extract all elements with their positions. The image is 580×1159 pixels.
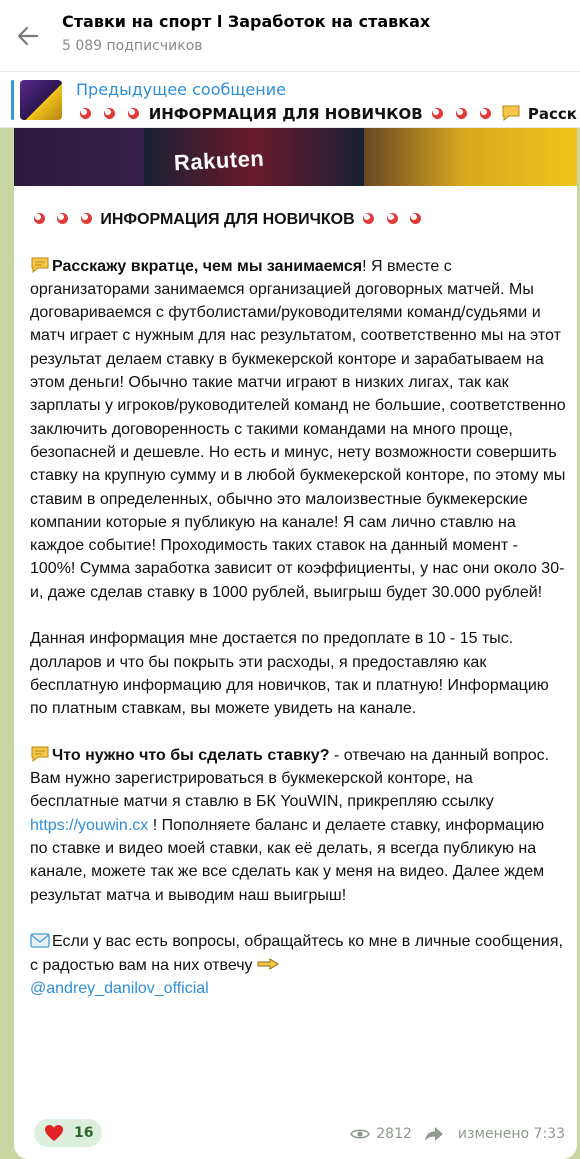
pinned-preview-text: ИНФОРМАЦИЯ ДЛЯ НОВИЧКОВ — [148, 105, 423, 123]
message-bubble — [14, 128, 577, 1159]
pinned-preview — [76, 105, 577, 123]
paragraph-intro — [30, 255, 566, 604]
soccer-ball-icon — [81, 213, 92, 224]
paragraph-howto-text-b: ! Пополняете баланс и делаете ставку, информацию по ставке и видео моей ставки, как её делать, я всегда публикую на канале, можете так же все сделать как у меня на видео. Далее ждем результат матча и выводим наш выигрыш! — [30, 816, 545, 904]
message-title-text: ИНФОРМАЦИЯ ДЛЯ НОВИЧКОВ — [100, 211, 355, 228]
soccer-ball-icon — [480, 108, 491, 119]
speech-bubble-icon — [30, 746, 50, 762]
youwin-link[interactable]: https://youwin.cx — [30, 816, 149, 834]
username-link[interactable]: @andrey_danilov_official — [30, 979, 209, 997]
speech-bubble-icon — [30, 257, 50, 273]
channel-thumbnail — [20, 80, 62, 120]
soccer-ball-icon — [104, 108, 115, 119]
message-text — [30, 208, 566, 1023]
soccer-ball-icon — [34, 213, 45, 224]
heart-reaction[interactable] — [34, 1119, 102, 1147]
paragraph-howto — [30, 744, 566, 907]
paragraph-info: Данная информация мне достается по предоплате в 10 - 15 тыс. долларов и что бы покрыть эти расходы, я предоставляю как бесплатную информацию для новичков, так и платную! Информацию по платным ставкам, вы можете увидеть на канале. — [30, 630, 549, 718]
pinned-message-bar[interactable] — [0, 72, 580, 128]
message-photo[interactable] — [14, 128, 577, 186]
soccer-ball-icon — [363, 213, 374, 224]
paragraph-howto-bold: Что нужно что бы сделать ставку? — [52, 746, 330, 764]
channel-title[interactable]: Ставки на спорт l Заработок на ставках — [62, 12, 431, 31]
envelope-icon — [30, 933, 50, 948]
edited-time: изменено 7:33 — [457, 1126, 565, 1142]
pinned-label: Предыдущее сообщение — [76, 80, 286, 99]
eye-icon — [350, 1127, 370, 1141]
paragraph-howto-text-a: - отвечаю на данный вопрос. Вам нужно зарегистрироваться в букмекерской конторе, на бесплатные матчи я ставлю в БК YouWIN, прикрепляю ссылку — [30, 746, 550, 811]
paragraph-intro-bold: Расскажу вкратце, чем мы занимаемся — [52, 257, 363, 275]
chat-header — [0, 0, 580, 72]
share-icon[interactable] — [424, 1126, 444, 1142]
reaction-count: 16 — [74, 1125, 94, 1141]
subscriber-count: 5 089 подписчиков — [62, 38, 203, 54]
soccer-ball-icon — [80, 108, 91, 119]
message-meta — [350, 1124, 565, 1144]
message-title — [30, 208, 566, 231]
soccer-ball-icon — [456, 108, 467, 119]
paragraph-intro-text: ! Я вместе с организаторами занимаемся организацией договорных матчей. Мы договариваемся с футболистами/руководителями команд/судьями и матч играет с нужным для нас результатом, соответственно мы на этот результат делаем ставку в букмекерской конторе и зарабатываем на этом деньги! Обычно такие матчи играют в низких лигах, так как зарплаты у игроков/руководителей команд не большие, соответственно заключить договоренность с такими командами на много проще, безопасней и дешевле. Но есть и минус, нету возможности совершить ставку на крупную сумму и в любой букмекерской конторе, по этому мы ставим в определенных, обычно это малоизвестные букмекерские компании которые я публикую на канале! Я сам лично ставлю на каждое событие! Проходимость таких ставок на данный момент - 100%! Сумма заработка зависит от коэффициенты, у нас они около 30-и, даже сделав ставку в 1000 рублей, выигрыш будет 30.000 рублей! — [30, 257, 566, 601]
paragraph-contact — [30, 930, 566, 1000]
soccer-ball-icon — [128, 108, 139, 119]
view-count: 2812 — [376, 1126, 412, 1142]
paragraph-contact-text: Если у вас есть вопросы, обращайтесь ко мне в личные сообщения, с радостью вам на них отвечу — [30, 933, 563, 974]
arrow-left-icon — [17, 26, 39, 46]
soccer-ball-icon — [387, 213, 398, 224]
pointing-hand-icon — [257, 957, 279, 971]
heart-icon — [44, 1124, 64, 1142]
photo-wordmark: Rakuten — [173, 145, 265, 176]
back-button[interactable] — [10, 18, 46, 54]
pinned-preview-tail: Расск — [527, 105, 577, 123]
soccer-ball-icon — [57, 213, 68, 224]
soccer-ball-icon — [432, 108, 443, 119]
soccer-ball-icon — [410, 213, 421, 224]
speech-bubble-icon — [501, 105, 521, 121]
pinned-indicator — [11, 80, 14, 120]
